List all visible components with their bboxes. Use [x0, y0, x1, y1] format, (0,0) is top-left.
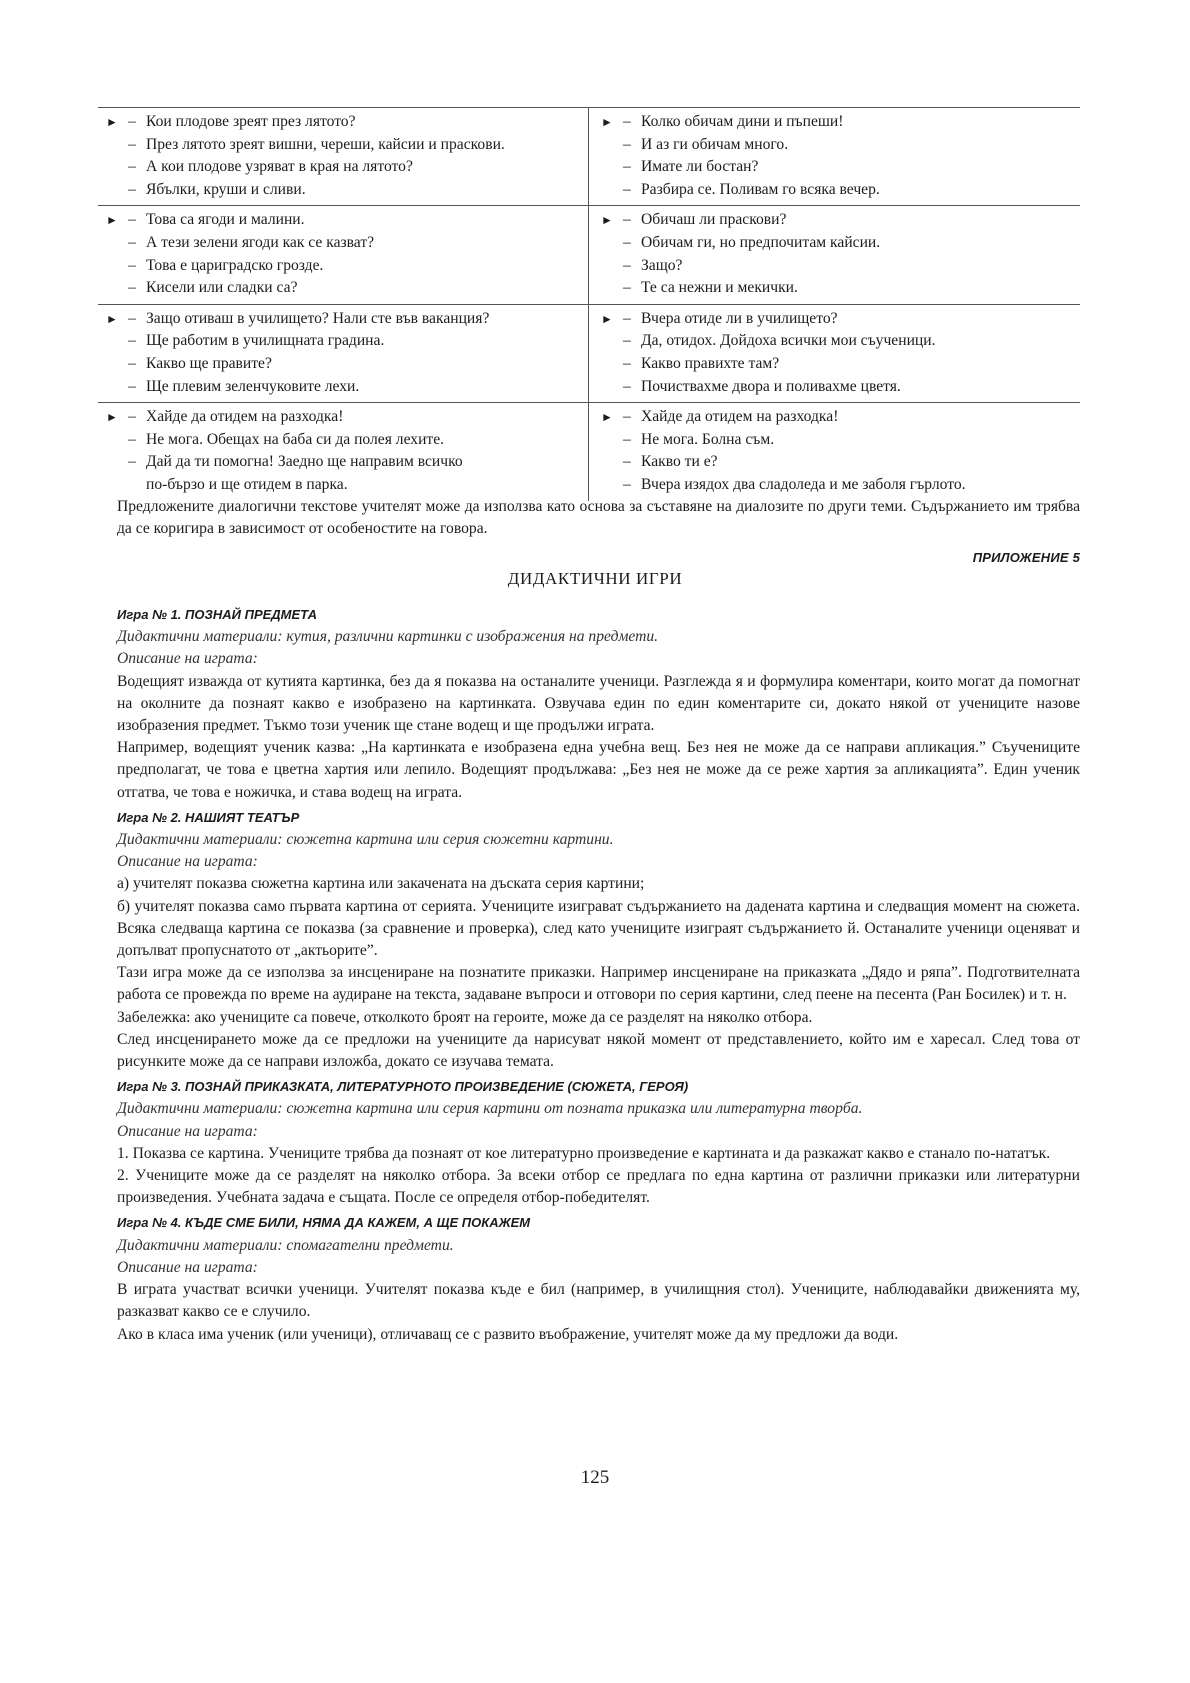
dialogue-text: А кои плодове узряват в края на лятото? [146, 158, 413, 176]
dialogue-text: Защо отиваш в училището? Нали сте във ваканция? [146, 309, 490, 327]
dialogue-dash: – [623, 377, 631, 395]
dialogue-text: по-бързо и ще отидем в парка. [146, 475, 348, 493]
dialogue-dash: – [623, 113, 631, 130]
dialogue-line [601, 111, 1080, 134]
marker-spacer [106, 353, 128, 376]
dialogue-text: Какво ти е? [641, 453, 718, 471]
dialogue-row [98, 108, 1080, 206]
marker-spacer [106, 255, 128, 278]
dialogue-dash: – [128, 332, 136, 350]
triangle-marker-icon: ► [106, 410, 118, 425]
marker-spacer [601, 330, 623, 353]
marker-spacer [601, 232, 623, 255]
game-heading: Игра № 2. НАШИЯТ ТЕАТЪР [117, 809, 300, 825]
dialogue-line [601, 330, 1080, 353]
dialogue-dash: – [623, 279, 631, 297]
dialogue-dash: – [128, 377, 136, 395]
dialogue-dash: – [128, 211, 136, 229]
marker-spacer [106, 474, 128, 497]
game-materials: Дидактични материали: спомагателни предмети. [117, 1236, 454, 1254]
game-description-label: Описание на играта: [117, 1122, 258, 1140]
dialogue-cell-left [98, 206, 589, 304]
dialogue-cell-right [589, 403, 1081, 501]
dialogue-text: Колко обичам дини и пъпеши! [641, 113, 844, 130]
game-heading: Игра № 1. ПОЗНАЙ ПРЕДМЕТА [117, 607, 318, 622]
dialogue-text: Хайде да отидем на разходка! [641, 408, 839, 426]
game-paragraph: б) учителят показва само първата картина от серията. Учениците изиграват съдържанието на дадената картина и следващия момент на сюжета. Всяка следваща картина се показва (за сравнение и проверка), след като учениците изиграят съдържанието й. Останалите ученици оценяват и допълват пропуснатото от „актьорите”. [117, 897, 1080, 960]
dialogue-text: Това са ягоди и малини. [146, 211, 305, 229]
marker-spacer [106, 376, 128, 399]
dialogue-dash: – [623, 158, 631, 176]
dialogue-dash: – [128, 135, 136, 153]
dialogue-line [106, 156, 588, 179]
marker-spacer [106, 330, 128, 353]
dialogue-line [106, 179, 588, 202]
dialogue-line [601, 255, 1080, 278]
dialogue-cell-left [98, 304, 589, 402]
dialogue-dash: – [623, 475, 631, 493]
dialogue-dash: – [623, 354, 631, 372]
dialogue-line [601, 474, 1080, 497]
dialogue-dash: – [128, 158, 136, 176]
dialogue-line [601, 353, 1080, 376]
game-materials: Дидактични материали: кутия, различни картинки с изображения на предмети. [117, 628, 659, 646]
dialogue-text: Обичаш ли праскови? [641, 211, 787, 229]
triangle-marker-icon: ► [601, 311, 613, 326]
dialogue-text: Ябълки, круши и сливи. [146, 180, 306, 198]
marker-spacer [601, 376, 623, 399]
game-paragraph: Например, водещият ученик казва: „На картинката е изобразена една учебна вещ. Без нея не може да се направи апликация.” Съучениците предполагат, че това е цветна хартия или лепило. Водещият продължава: „Без нея не може да се реже хартия за апликацията”. Един ученик отгатва, че това е ножичка, и става водещ на играта. [117, 739, 1080, 801]
dialogue-text: Почиствахме двора и поливахме цветя. [641, 377, 901, 395]
game-block [117, 1076, 1080, 1209]
dialogue-cell-right [589, 206, 1081, 304]
dialogue-text: Вчера изядох два сладоледа и ме заболя гърлото. [641, 475, 966, 493]
game-heading: Игра № 4. КЪДЕ СМЕ БИЛИ, НЯМА ДА КАЖЕМ, А ЩЕ ПОКАЖЕМ [117, 1215, 531, 1231]
dialogue-line [601, 179, 1080, 202]
dialogue-dash: – [128, 309, 136, 327]
dialogue-line [106, 255, 588, 278]
dialogue-dash: – [623, 135, 631, 153]
appendix-label: ПРИЛОЖЕНИЕ 5 [972, 550, 1080, 565]
dialogue-text: А тези зелени ягоди как се казват? [146, 233, 375, 251]
dialogue-dash: – [623, 233, 631, 251]
game-paragraph: Водещият изважда от кутията картинка, без да я показва на останалите ученици. Разглежда я и формулира коментари, които могат да помогнат на околните да познаят какво е изобразено на картинката. Озвучава един по един коментарите си, докато някой от учениците назове изобразения предмет. Тъкмо този ученик ще стане водещ и ще продължи играта. [117, 672, 1080, 735]
dialogue-line [601, 429, 1080, 452]
dialogue-table [98, 107, 1080, 501]
dialogue-text: Кисели или сладки са? [146, 279, 298, 297]
triangle-marker-icon: ► [106, 115, 118, 129]
dialogue-text: Какво правихте там? [641, 354, 780, 372]
dialogue-text: Не мога. Болна съм. [641, 430, 775, 448]
dialogue-line [106, 308, 588, 331]
dialogue-text: И аз ги обичам много. [641, 135, 789, 153]
dialogue-line [601, 406, 1080, 429]
dialogue-text: Вчера отиде ли в училището? [641, 309, 838, 327]
dialogue-dash: – [128, 180, 136, 198]
dialogue-text: Да, отидох. Дойдоха всички мои съученици. [641, 332, 936, 350]
dialogue-line [601, 209, 1080, 232]
dialogue-dash: – [623, 408, 631, 426]
dialogue-row [98, 206, 1080, 304]
dialogue-dash: – [623, 211, 631, 229]
dialogue-line [106, 451, 588, 474]
dialogue-line [106, 209, 588, 232]
triangle-marker-icon: ► [601, 213, 613, 228]
triangle-marker-icon: ► [106, 311, 118, 326]
dialogue-text: Имате ли бостан? [641, 158, 759, 176]
dialogue-cell-left [98, 403, 589, 501]
dialogue-line [106, 353, 588, 376]
dialogue-dash: – [623, 180, 631, 198]
dialogue-line [106, 406, 588, 429]
dialogue-line [601, 451, 1080, 474]
dialogue-text: Не мога. Обещах на баба си да полея лехите. [146, 430, 445, 448]
dialogue-text: Ще плевим зеленчуковите лехи. [146, 377, 360, 395]
game-description-label: Описание на играта: [117, 853, 258, 871]
dialogue-dash: – [128, 354, 136, 372]
game-paragraph: а) учителят показва сюжетна картина или закачената на дъската серия картини; [117, 875, 645, 893]
dialogue-dash: – [128, 453, 136, 471]
dialogue-line [106, 134, 588, 157]
dialogue-text: Това е цариградско грозде. [146, 256, 324, 274]
marker-spacer [106, 429, 128, 452]
game-paragraph: В играта участват всички ученици. Учителят показва къде е бил (например, в училищния стол). Учениците, наблюдавайки движенията му, разказват какво се е случило. [117, 1281, 1080, 1321]
dialogue-table-body [98, 108, 1080, 501]
game-heading: Игра № 3. ПОЗНАЙ ПРИКАЗКАТА, ЛИТЕРАТУРНОТО ПРОИЗВЕДЕНИЕ (СЮЖЕТА, ГЕРОЯ) [117, 1079, 689, 1095]
game-paragraph: След инсценирането може да се предложи на учениците да нарисуват някой момент от представлението, който им е харесал. След това от рисунките може да се направи изложба, докато се изучава темата. [117, 1030, 1080, 1071]
dialogue-text: Кои плодове зреят през лятото? [146, 113, 356, 130]
game-block [117, 604, 1080, 804]
triangle-marker-icon: ► [106, 213, 118, 228]
dialogue-dash [128, 474, 146, 497]
games-section [117, 601, 1080, 1346]
game-description-label: Описание на играта: [117, 650, 258, 668]
dialogue-dash: – [128, 113, 136, 130]
dialogue-line [106, 277, 588, 300]
game-materials: Дидактични материали: сюжетна картина или серия сюжетни картини. [117, 831, 614, 849]
marker-spacer [106, 179, 128, 202]
game-paragraph: Тази игра може да се използва за инсцениране на познатите приказки. Например инсцениране на приказката „Дядо и ряпа”. Подготвителната работа се провежда по време на аудиране на текста, задаване въпроси и отговори по серия картини, след пеене на песента (Ран Босилек) и т. н. [117, 964, 1080, 1004]
dialogue-text: Разбира се. Поливам го всяка вечер. [641, 180, 880, 198]
game-block [117, 1212, 1080, 1345]
marker-spacer [106, 134, 128, 157]
dialogue-cell-right [589, 304, 1081, 402]
dialogue-line [106, 429, 588, 452]
dialogue-text: Дай да ти помогна! Заедно ще направим всичко [146, 453, 463, 471]
dialogue-text: Какво ще правите? [146, 354, 272, 372]
marker-spacer [601, 134, 623, 157]
dialogue-line [106, 232, 588, 255]
after-table-text: Предложените диалогични текстове учителят може да използва като основа за съставяне на диалозите по други теми. Съдържанието им трябва да се коригира в зависимост от особеностите на говора. [117, 498, 1080, 538]
dialogue-line [106, 330, 588, 353]
dialogue-dash: – [623, 309, 631, 327]
marker-spacer [601, 451, 623, 474]
marker-spacer [601, 156, 623, 179]
marker-spacer [601, 179, 623, 202]
dialogue-dash: – [128, 233, 136, 251]
marker-spacer [601, 277, 623, 300]
dialogue-dash: – [128, 408, 136, 426]
game-paragraph: 2. Учениците може да се разделят на няколко отбора. За всеки отбор се предлага по една картина от различни приказки или литературни произведения. Учебната задача е същата. После се определя отбор-победителят. [117, 1167, 1080, 1207]
marker-spacer [601, 474, 623, 497]
dialogue-cell-left [98, 108, 589, 206]
dialogue-text: Те са нежни и мекички. [641, 279, 798, 297]
game-block [117, 807, 1080, 1073]
marker-spacer [601, 255, 623, 278]
game-paragraph: Ако в класа има ученик (или ученици), отличаващ се с развито въображение, учителят може да му предложи да води. [117, 1325, 899, 1343]
marker-spacer [106, 156, 128, 179]
dialogue-text: През лятото зреят вишни, череши, кайсии и праскови. [146, 135, 505, 153]
dialogue-line [601, 277, 1080, 300]
dialogue-dash: – [623, 256, 631, 274]
dialogue-line [601, 232, 1080, 255]
dialogue-dash: – [623, 453, 631, 471]
dialogue-row [98, 304, 1080, 402]
section-title: ДИДАКТИЧНИ ИГРИ [507, 569, 683, 588]
dialogue-cell-right [589, 108, 1081, 206]
dialogue-dash: – [128, 279, 136, 297]
dialogue-text: Защо? [641, 256, 683, 274]
dialogue-line [106, 376, 588, 399]
marker-spacer [106, 232, 128, 255]
dialogue-dash: – [623, 332, 631, 350]
dialogue-text: Хайде да отидем на разходка! [146, 408, 344, 426]
dialogue-line [106, 474, 588, 497]
dialogue-dash: – [128, 256, 136, 274]
dialogue-text: Ще работим в училищната градина. [146, 332, 385, 350]
triangle-marker-icon: ► [601, 115, 613, 129]
dialogue-dash: – [623, 430, 631, 448]
dialogue-line [601, 156, 1080, 179]
after-table-paragraph [117, 496, 1080, 540]
dialogue-row [98, 403, 1080, 501]
marker-spacer [106, 277, 128, 300]
game-paragraph: Забележка: ако учениците са повече, отколкото броят на героите, може да се разделят на няколко отбора. [117, 1008, 813, 1026]
game-paragraph: 1. Показва се картина. Учениците трябва да познаят от кое литературно произведение е картината и да разкажат какво е станало по-нататък. [117, 1144, 1051, 1162]
marker-spacer [601, 429, 623, 452]
marker-spacer [106, 451, 128, 474]
dialogue-line [601, 308, 1080, 331]
game-materials: Дидактични материали: сюжетна картина или серия картини от позната приказка или литературна творба. [117, 1100, 863, 1118]
dialogue-line [601, 376, 1080, 399]
dialogue-text: Обичам ги, но предпочитам кайсии. [641, 233, 881, 251]
dialogue-line [601, 134, 1080, 157]
game-description-label: Описание на играта: [117, 1258, 258, 1276]
dialogue-line [106, 111, 588, 134]
triangle-marker-icon: ► [601, 410, 613, 425]
marker-spacer [601, 353, 623, 376]
page-number: 125 [580, 1467, 610, 1488]
dialogue-dash: – [128, 430, 136, 448]
